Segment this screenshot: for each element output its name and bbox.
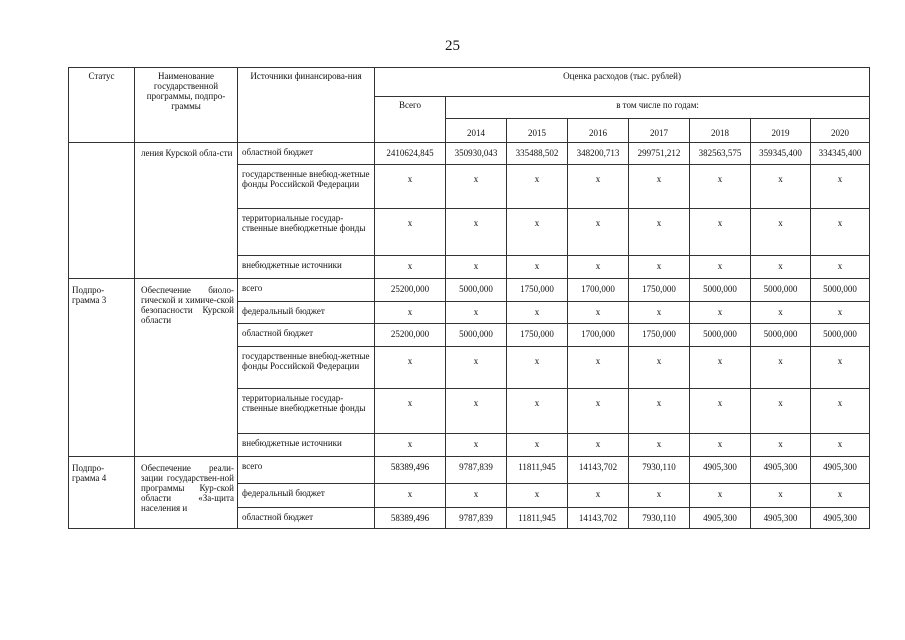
year-value-cell: x	[568, 389, 629, 434]
table-row	[69, 279, 870, 302]
header-year-2014: 2014	[446, 119, 507, 143]
header-year-2020: 2020	[811, 119, 870, 143]
financing-source-cell: внебюджетные источники	[238, 256, 375, 279]
year-value-cell: x	[446, 484, 507, 508]
year-value-cell: 5000,000	[751, 279, 811, 302]
year-value-cell: x	[690, 389, 751, 434]
financing-source-cell: всего	[238, 279, 375, 302]
year-value-cell: 5000,000	[690, 324, 751, 347]
total-value-cell: 25200,000	[375, 279, 446, 302]
year-value-cell: 4905,300	[751, 457, 811, 484]
year-value-cell: 5000,000	[446, 324, 507, 347]
program-name-cell: Обеспечение биоло-гической и химиче-ской безопасности Курской области	[135, 279, 238, 457]
total-value-cell: 58389,496	[375, 457, 446, 484]
year-value-cell: 7930,110	[629, 508, 690, 529]
year-value-cell: 1700,000	[568, 279, 629, 302]
year-value-cell: x	[811, 209, 870, 256]
year-value-cell: x	[507, 209, 568, 256]
year-value-cell: x	[690, 165, 751, 209]
year-value-cell: x	[568, 256, 629, 279]
year-value-cell: x	[751, 389, 811, 434]
total-value-cell: x	[375, 389, 446, 434]
year-value-cell: 1750,000	[629, 279, 690, 302]
year-value-cell: x	[629, 209, 690, 256]
header-year-2016: 2016	[568, 119, 629, 143]
year-value-cell: x	[690, 484, 751, 508]
header-financing-sources: Источники финансирова-ния	[238, 68, 375, 143]
year-value-cell: x	[629, 256, 690, 279]
year-value-cell: x	[446, 434, 507, 457]
year-value-cell: x	[507, 434, 568, 457]
year-value-cell: x	[811, 302, 870, 324]
year-value-cell: x	[751, 434, 811, 457]
financing-source-cell: областной бюджет	[238, 508, 375, 529]
year-value-cell: x	[751, 165, 811, 209]
header-year-2018: 2018	[690, 119, 751, 143]
year-value-cell: x	[507, 484, 568, 508]
year-value-cell: 350930,043	[446, 143, 507, 165]
year-value-cell: x	[507, 389, 568, 434]
year-value-cell: x	[568, 165, 629, 209]
header-by-years: в том числе по годам:	[446, 97, 870, 119]
total-value-cell: x	[375, 434, 446, 457]
year-value-cell: 9787,839	[446, 457, 507, 484]
year-value-cell: x	[446, 347, 507, 389]
year-value-cell: x	[568, 484, 629, 508]
table-row	[69, 143, 870, 165]
year-value-cell: 4905,300	[690, 508, 751, 529]
year-value-cell: x	[629, 347, 690, 389]
year-value-cell: x	[568, 347, 629, 389]
financing-source-cell: территориальные государ-ственные внебюджетные фонды	[238, 389, 375, 434]
year-value-cell: x	[507, 256, 568, 279]
year-value-cell: x	[690, 434, 751, 457]
financing-source-cell: областной бюджет	[238, 143, 375, 165]
year-value-cell: x	[751, 484, 811, 508]
year-value-cell: 4905,300	[811, 457, 870, 484]
year-value-cell: 334345,400	[811, 143, 870, 165]
year-value-cell: x	[751, 347, 811, 389]
year-value-cell: 14143,702	[568, 508, 629, 529]
year-value-cell: x	[629, 434, 690, 457]
year-value-cell: 5000,000	[811, 324, 870, 347]
year-value-cell: x	[690, 256, 751, 279]
header-status: Статус	[69, 68, 135, 143]
year-value-cell: 4905,300	[690, 457, 751, 484]
financing-source-cell: всего	[238, 457, 375, 484]
year-value-cell: 4905,300	[751, 508, 811, 529]
year-value-cell: x	[446, 256, 507, 279]
year-value-cell: x	[629, 484, 690, 508]
year-value-cell: 1750,000	[629, 324, 690, 347]
year-value-cell: x	[811, 165, 870, 209]
year-value-cell: 4905,300	[811, 508, 870, 529]
financing-source-cell: территориальные государ-ственные внебюджетные фонды	[238, 209, 375, 256]
year-value-cell: 9787,839	[446, 508, 507, 529]
year-value-cell: x	[568, 434, 629, 457]
budget-table	[68, 67, 870, 529]
total-value-cell: x	[375, 347, 446, 389]
total-value-cell: 2410624,845	[375, 143, 446, 165]
year-value-cell: 5000,000	[751, 324, 811, 347]
year-value-cell: x	[507, 347, 568, 389]
financing-source-cell: областной бюджет	[238, 324, 375, 347]
year-value-cell: 1750,000	[507, 324, 568, 347]
year-value-cell: x	[751, 209, 811, 256]
year-value-cell: x	[811, 347, 870, 389]
year-value-cell: 359345,400	[751, 143, 811, 165]
year-value-cell: x	[811, 434, 870, 457]
year-value-cell: 5000,000	[690, 279, 751, 302]
year-value-cell: 11811,945	[507, 457, 568, 484]
year-value-cell: x	[568, 209, 629, 256]
status-cell: Подпро-грамма 3	[69, 279, 135, 457]
year-value-cell: 5000,000	[446, 279, 507, 302]
total-value-cell: x	[375, 256, 446, 279]
year-value-cell: 1700,000	[568, 324, 629, 347]
program-name-cell: ления Курской обла-сти	[135, 143, 238, 279]
year-value-cell: 5000,000	[811, 279, 870, 302]
financing-source-cell: федеральный бюджет	[238, 484, 375, 508]
year-value-cell: x	[811, 389, 870, 434]
year-value-cell: x	[507, 302, 568, 324]
year-value-cell: 14143,702	[568, 457, 629, 484]
year-value-cell: 382563,575	[690, 143, 751, 165]
year-value-cell: x	[446, 389, 507, 434]
year-value-cell: x	[811, 256, 870, 279]
year-value-cell: x	[629, 165, 690, 209]
total-value-cell: x	[375, 302, 446, 324]
header-year-2019: 2019	[751, 119, 811, 143]
total-value-cell: 25200,000	[375, 324, 446, 347]
year-value-cell: x	[811, 484, 870, 508]
year-value-cell: x	[690, 209, 751, 256]
total-value-cell: 58389,496	[375, 508, 446, 529]
year-value-cell: 335488,502	[507, 143, 568, 165]
header-year-2017: 2017	[629, 119, 690, 143]
year-value-cell: x	[629, 389, 690, 434]
status-cell	[69, 143, 135, 279]
year-value-cell: x	[507, 165, 568, 209]
financing-source-cell: государственные внебюд-жетные фонды Российской Федерации	[238, 165, 375, 209]
year-value-cell: x	[690, 302, 751, 324]
total-value-cell: x	[375, 209, 446, 256]
year-value-cell: x	[629, 302, 690, 324]
financing-source-cell: государственные внебюд-жетные фонды Российской Федерации	[238, 347, 375, 389]
year-value-cell: x	[568, 302, 629, 324]
total-value-cell: x	[375, 484, 446, 508]
status-cell: Подпро-грамма 4	[69, 457, 135, 529]
year-value-cell: x	[446, 209, 507, 256]
table-header	[69, 68, 870, 143]
year-value-cell: 1750,000	[507, 279, 568, 302]
page-number: 25	[445, 38, 460, 54]
financing-source-cell: внебюджетные источники	[238, 434, 375, 457]
header-cost-estimate: Оценка расходов (тыс. рублей)	[375, 68, 870, 97]
total-value-cell: x	[375, 165, 446, 209]
header-program-name: Наименование государственной программы, подпро-граммы	[135, 68, 238, 143]
financing-source-cell: федеральный бюджет	[238, 302, 375, 324]
year-value-cell: x	[446, 165, 507, 209]
year-value-cell: x	[751, 302, 811, 324]
year-value-cell: 348200,713	[568, 143, 629, 165]
program-name-cell: Обеспечение реали-зации государствен-ной программы Кур-ской области «За-щита населения и	[135, 457, 238, 529]
year-value-cell: x	[446, 302, 507, 324]
year-value-cell: x	[690, 347, 751, 389]
header-total: Всего	[375, 97, 446, 143]
table-body	[69, 143, 870, 529]
year-value-cell: x	[751, 256, 811, 279]
year-value-cell: 299751,212	[629, 143, 690, 165]
year-value-cell: 11811,945	[507, 508, 568, 529]
year-value-cell: 7930,110	[629, 457, 690, 484]
header-year-2015: 2015	[507, 119, 568, 143]
table-row	[69, 457, 870, 484]
